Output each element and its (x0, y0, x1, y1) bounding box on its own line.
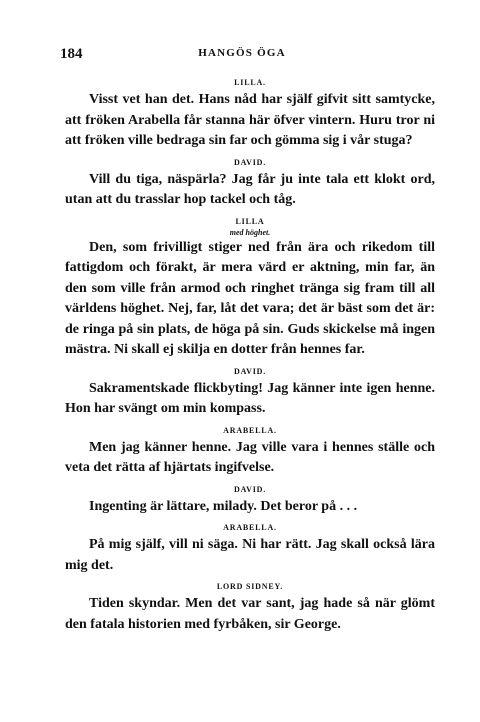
running-title: HANGÖS ÖGA (198, 47, 286, 59)
dialogue-body (65, 76, 435, 635)
speech-text: Den, som frivilligt stiger ned från ära och rikedom till fattigdom och förakt, är mera värd er aktning, min far, än den som ville från armod och ringhet tränga sig fram till all världens höghet. Nej, far, låt det vara; det är bäst som det är: de ringa på sin plats, de höga på sin. Guds skickelse må ingen mästra. Ni skall ej skilja en dotter från hennes far. (65, 239, 435, 357)
speaker-name: ARABELLA. (223, 425, 277, 435)
speech-text: Ingenting är lättare, milady. Det beror på . . . (89, 498, 358, 514)
speaker-name: ARABELLA. (223, 523, 277, 532)
speaker-name: DAVID. (234, 366, 266, 376)
page-number: 184 (60, 46, 83, 62)
speech-text: På mig själf, vill ni säga. Ni har rätt. Jag skall också lära mig det. (65, 537, 435, 573)
speaker-name: DAVID. (234, 157, 266, 167)
speaker-name: DAVID. (234, 484, 266, 494)
speech-text: Sakramentskade flickbyting! Jag känner inte igen henne. Hon har svängt om min kompass. (65, 380, 435, 416)
stage-direction: med höghet. (229, 227, 271, 237)
speech-text: Tiden skyndar. Men det var sant, jag hade så när glömt den fatala historien med fyrbåken, sir George. (65, 596, 435, 632)
speaker-name: LORD SIDNEY. (216, 582, 284, 591)
speech-text: Vill du tiga, näspärla? Jag får ju inte tala ett klokt ord, utan att du trasslar hop tackel och tåg. (65, 171, 435, 207)
speech-text: Visst vet han det. Hans nåd har själf gifvit sitt samtycke, att fröken Arabella får stanna här öfver vintern. Huru tror ni att fröken ville bedraga sin far och gömma sig i vår stuga? (65, 92, 435, 148)
page-header (60, 46, 424, 66)
speaker-name: LILLA (235, 216, 265, 226)
speaker-name: LILLA. (234, 78, 266, 87)
speech-text: Men jag känner henne. Jag ville vara i hennes ställe och veta det rätta af hjärtats ingifvelse. (65, 439, 435, 475)
